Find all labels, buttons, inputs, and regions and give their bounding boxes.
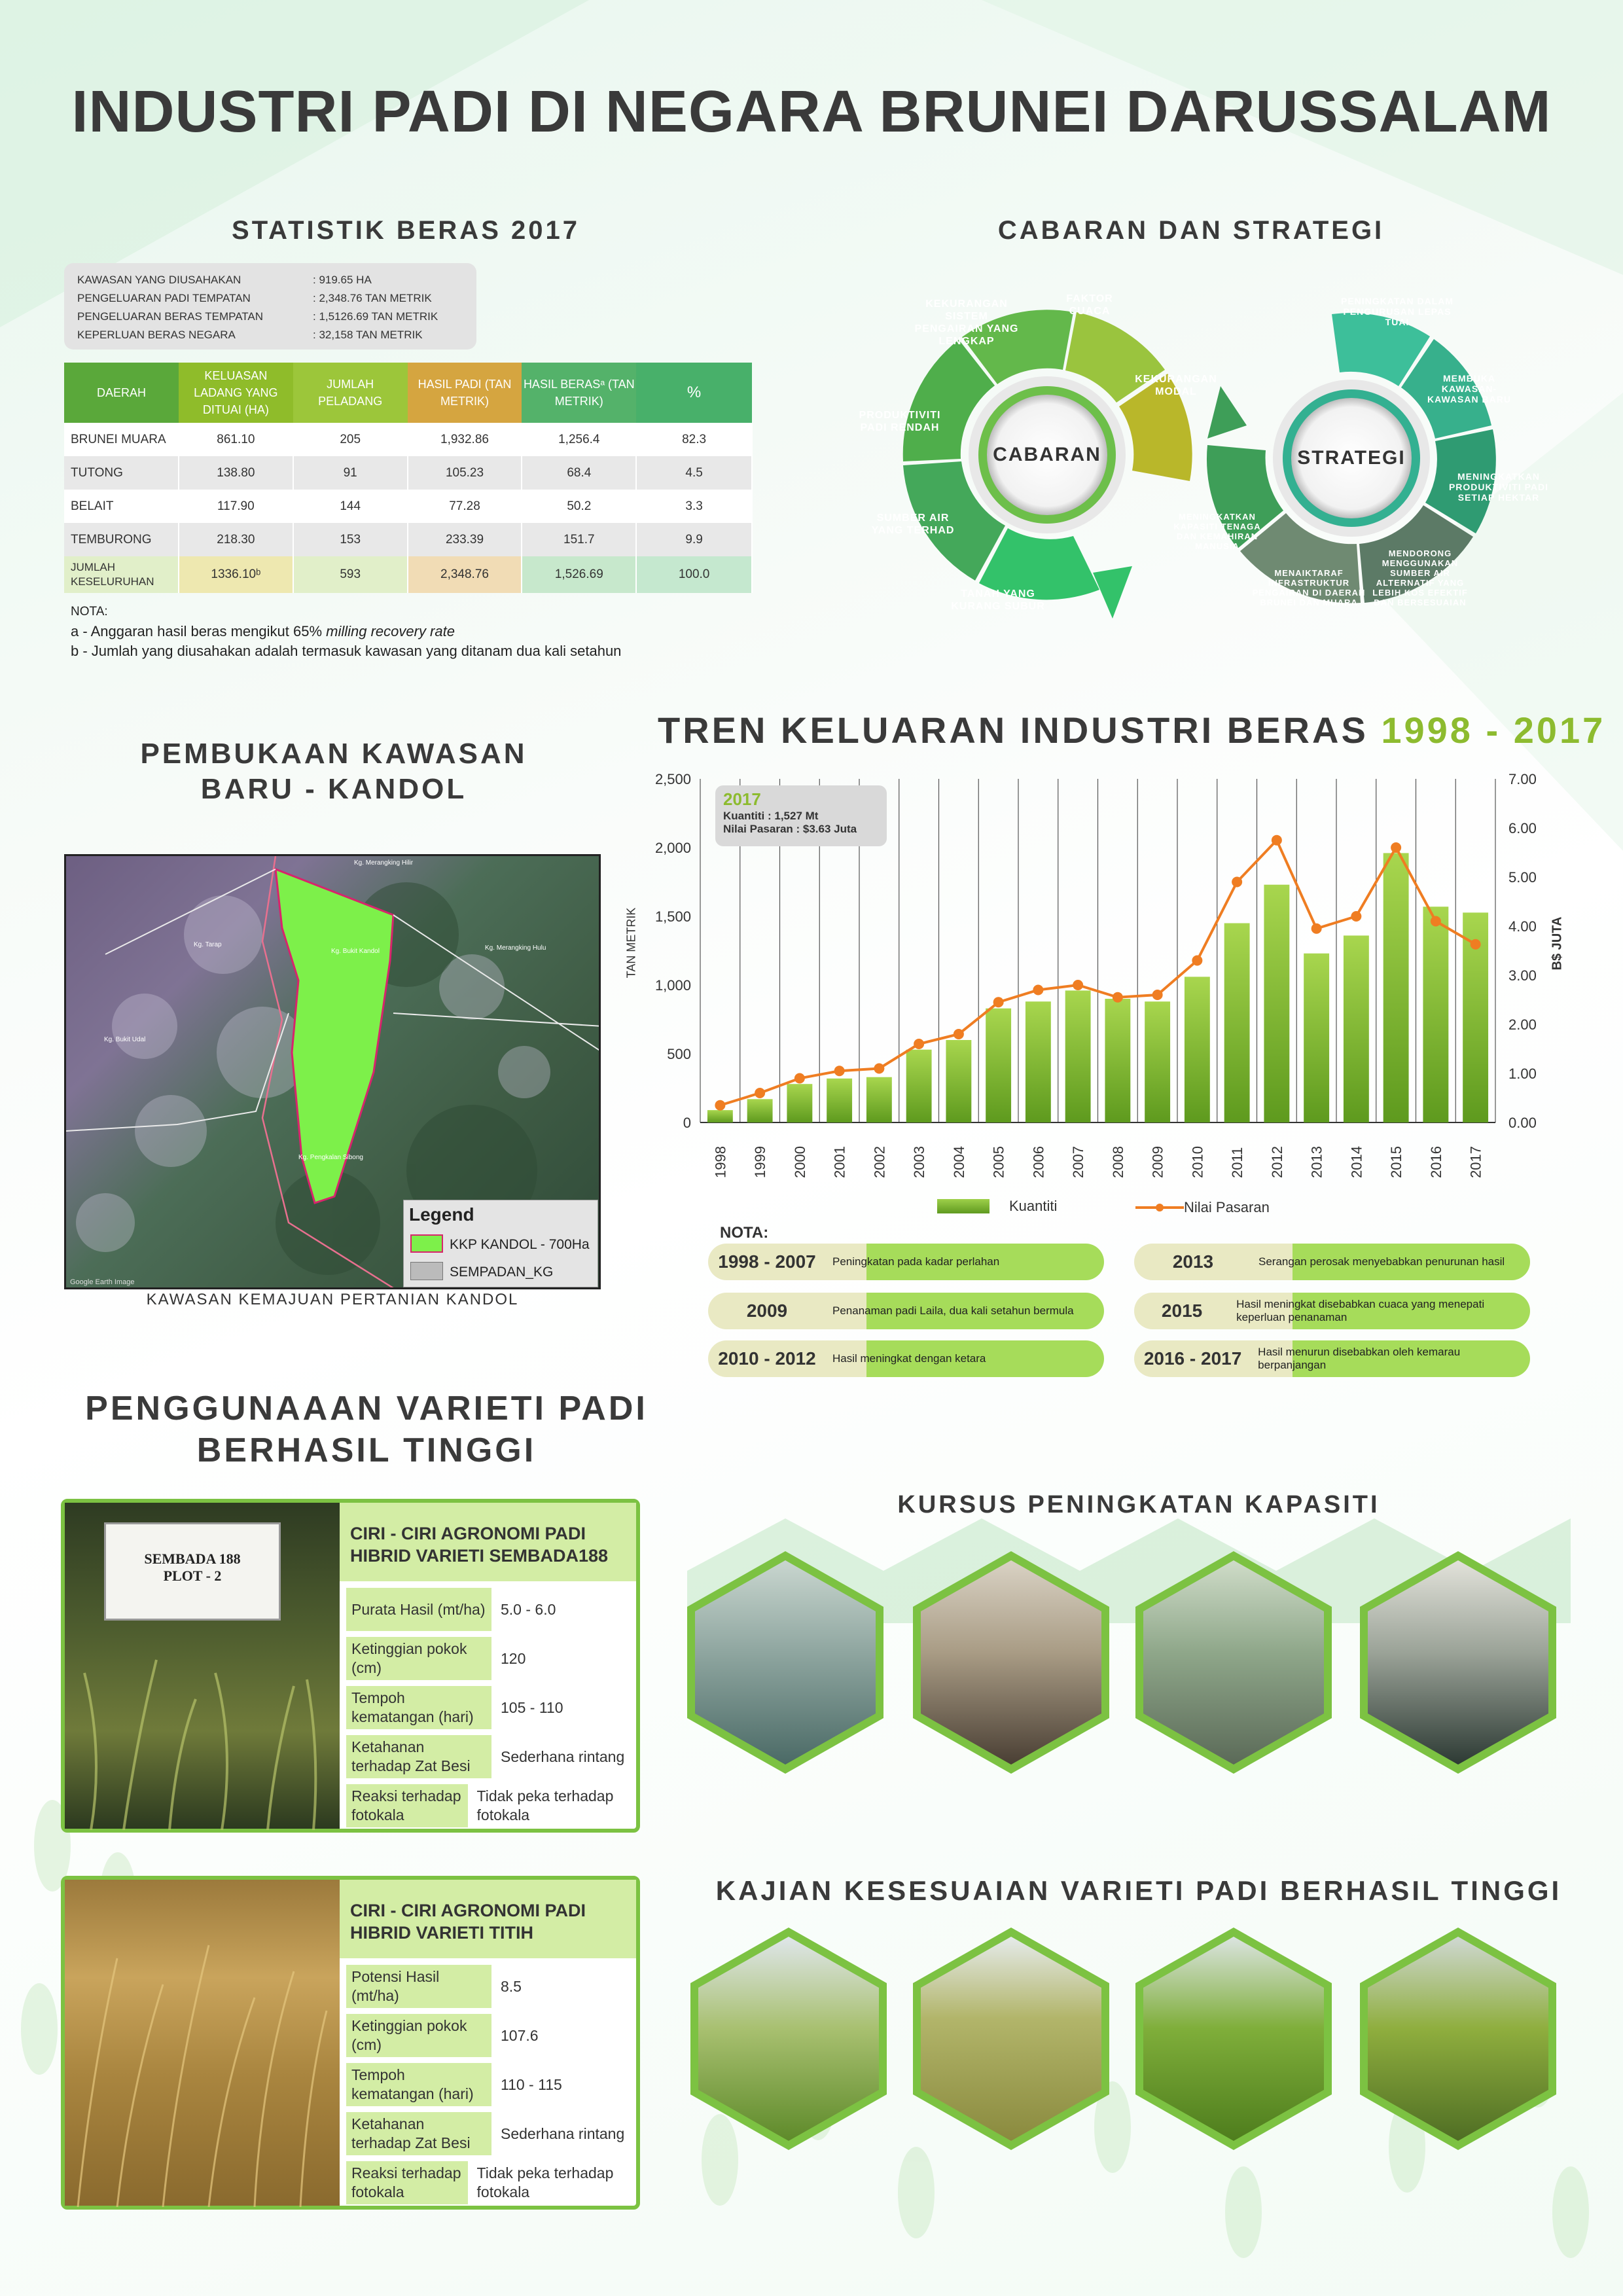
value-point [993,997,1004,1007]
bar [986,1009,1011,1122]
x-tick-label: 2017 [1467,1146,1484,1178]
bar [1264,885,1289,1122]
cell: 144 [293,490,408,523]
cell: BRUNEI MUARA [64,423,179,456]
y-tick-label: 500 [667,1046,691,1062]
trait-row [346,1636,636,1681]
x-tick-label: 1998 [712,1146,729,1178]
bar [707,1110,733,1122]
value-point [834,1066,845,1076]
note-label: NOTA: [71,605,108,619]
cell: 218.30 [179,523,293,556]
cabaran-item: KEKURANGAN SISTEM PENGAIRAN YANG LENGKAP [914,298,1019,347]
x-tick-label: 2006 [1030,1146,1047,1178]
y-tick-label: 1,000 [654,977,691,994]
cell: 205 [293,423,408,456]
cell: 82.3 [636,423,752,456]
note-a: a - Anggaran hasil beras mengikut 65% [71,623,327,639]
chart-ylabel: TAN METRIK [624,907,638,978]
legend-kkp: KKP KANDOL - 700Ha [450,1237,590,1252]
legend-title: Legend [409,1204,474,1225]
trend-heading [658,709,1605,751]
map-legend [403,1200,598,1287]
value-point [1311,924,1322,934]
cell: 1336.10ᵇ [179,556,293,593]
bar [1304,954,1329,1122]
cabaran-heading: CABARAN DAN STRATEGI [997,216,1385,245]
cell: 151.7 [522,523,636,556]
bar [1344,935,1369,1122]
value-point [1351,911,1361,922]
cell: 3.3 [636,490,752,523]
trait-value: 120 [501,1649,526,1667]
summary-value: : 919.65 HA [313,274,372,286]
th-percent: % [636,363,752,423]
th-hasil-padi: HASIL PADI (TAN METRIK) [408,363,522,423]
x-tick-label: 2000 [791,1146,808,1178]
bar [1026,1001,1051,1122]
x-tick-label: 2002 [871,1146,888,1178]
y2-tick-label: 1.00 [1508,1066,1537,1082]
note-text: Penanaman padi Laila, dua kali setahun bermula [832,1304,1074,1317]
trait-label: Tempoh kematangan (hari) [346,1686,491,1729]
y2-tick-label: 4.00 [1508,918,1537,935]
cell: 50.2 [522,490,636,523]
x-tick-label: 2015 [1388,1146,1405,1178]
x-tick-label: 2016 [1427,1146,1444,1178]
x-tick-label: 2013 [1308,1146,1325,1178]
legend-line [1135,1199,1270,1216]
cell: 77.28 [408,490,522,523]
x-tick-label: 2012 [1268,1146,1285,1178]
strategi-center: STRATEGI [1297,447,1406,469]
map-label: Kg. Merangking Hilir [354,859,414,867]
cell: 91 [293,456,408,490]
cell: 4.5 [636,456,752,490]
trait-label: Ketahanan terhadap Zat Besi [346,2112,491,2155]
th-hasil-beras: HASIL BERASᵃ (TAN METRIK) [522,363,636,423]
bar [1423,906,1448,1122]
value-point [1152,990,1163,1000]
varieti-card-sembada [61,1499,640,1833]
trait-value: 5.0 - 6.0 [501,1600,556,1618]
sembada-title: CIRI - CIRI AGRONOMI PADI HIBRID VARIETI SEMBADA188 [340,1503,636,1581]
y-tick-label: 2,000 [654,840,691,856]
trait-label: Ketinggian pokok (cm) [346,1637,491,1680]
trait-row [346,1964,636,2009]
varieti-heading [39,1388,694,1471]
map-label: Kg. Tarap [194,941,222,948]
stats-note [71,602,621,661]
strategi-item: MENINGKATKAN KAPASITI TENAGA DAN KEMAHIRAN MANUSIA [1173,512,1261,551]
sembada-photo [65,1503,340,1829]
trait-value: 110 - 115 [501,2075,562,2093]
y2-tick-label: 5.00 [1508,869,1537,886]
trait-value: 105 - 110 [501,1698,563,1716]
kandol-heading-line: PEMBUKAAN KAWASAN [140,738,527,770]
ripe-rice [65,1880,340,2207]
value-point [755,1088,765,1098]
value-point [1113,992,1123,1003]
trend-nota: NOTA: [720,1224,769,1242]
cell: 1,256.4 [522,423,636,456]
y-tick-label: 1,500 [654,908,691,925]
note-year: 2009 [746,1300,788,1321]
y-tick-label: 2,500 [654,771,691,787]
cell: TEMBURONG [64,523,179,556]
kursus-heading: KURSUS PENINGKATAN KAPASITI [897,1491,1380,1518]
chart-tooltip [715,785,887,846]
trait-value: Tidak peka terhadap fotokala [476,1787,614,1823]
strategi-item: PENINGKATAN DALAM PENGURUSAN LEPAS TUAI [1340,296,1454,327]
kandol-heading [72,736,596,807]
summary-value: : 2,348.76 TAN METRIK [313,292,432,304]
trait-row [346,1783,636,1829]
value-point [954,1029,964,1039]
map-label: Kg. Bukit Kandol [331,948,380,955]
note-year: 2015 [1161,1300,1203,1321]
bar [1224,924,1250,1123]
bar [906,1050,932,1122]
summary-label: PENGELUARAN BERAS TEMPATAN [77,310,264,323]
tooltip-year: 2017 [723,789,761,809]
stats-heading: STATISTIK BERAS 2017 [232,216,580,245]
note-text: Serangan perosak menyebabkan penurunan hasil [1258,1255,1505,1268]
bar [866,1077,892,1122]
bar [747,1099,773,1122]
bar [1105,999,1130,1122]
trend-note [708,1244,1104,1280]
bar [1065,990,1091,1122]
trend-heading-years: 1998 - 2017 [1381,709,1606,751]
cabaran-item: FAKTOR CUACA [1066,293,1113,317]
cabaran-item: SUMBER AIR YANG TERHAD [871,512,955,536]
trait-value: 8.5 [501,1977,522,1995]
value-point [794,1073,805,1084]
value-point [1431,916,1441,927]
cell: BELAIT [64,490,179,523]
value-point [914,1039,924,1049]
x-tick-label: 2007 [1070,1146,1087,1178]
total-label: JUMLAH KESELURUHAN [64,556,179,593]
sign-line: SEMBADA 188 [144,1551,241,1567]
trend-note [1134,1293,1530,1329]
value-point [1192,956,1202,966]
x-tick-label: 2003 [911,1146,928,1178]
cell: 9.9 [636,523,752,556]
varieti-heading-line: PENGGUNAAAN VARIETI PADI [85,1390,648,1427]
trait-row [346,2160,636,2206]
kandol-caption: KAWASAN KEMAJUAN PERTANIAN KANDOL [146,1291,519,1308]
chart-y2label: B$ JUTA [1550,916,1565,971]
value-point [874,1064,884,1074]
varieti-heading-line: BERHASIL TINGGI [196,1431,537,1469]
th-keluasan: KELUASAN LADANG YANG DITUAI (HA) [179,363,293,423]
map-label: Kg. Bukit Udal [104,1036,146,1043]
value-point [715,1100,725,1111]
x-tick-label: 2004 [950,1146,967,1178]
bar [1185,977,1210,1122]
legend-kg: SEMPADAN_KG [450,1265,554,1280]
cell: 233.39 [408,523,522,556]
map-label: Kg. Merangking Hulu [485,944,546,952]
legend-bar-label: Kuantiti [1009,1198,1058,1214]
value-point [1471,939,1481,950]
bar [827,1079,852,1122]
legend-swatch-kkp [410,1234,443,1253]
value-point [1391,842,1401,853]
summary-label: PENGELUARAN PADI TEMPATAN [77,292,251,304]
cabaran-item: PRODUKTIVITI PADI RENDAH [859,410,941,433]
strategi-item: MENINGKATKAN PRODUKTIVITI PADI SETIAP HEKTAR [1448,471,1549,503]
summary-label: KEPERLUAN BERAS NEGARA [77,329,236,341]
value-point [1232,877,1242,888]
tooltip-line: Nilai Pasaran : $3.63 Juta [723,823,857,835]
legend-line-label: Nilai Pasaran [1184,1199,1270,1215]
trait-value: Tidak peka terhadap fotokala [476,2164,614,2200]
trait-value: Sederhana rintang [501,1748,625,1765]
trend-note [708,1293,1104,1329]
trend-heading-main: TREN KELUARAN INDUSTRI BERAS [658,709,1382,751]
kajian-heading: KAJIAN KESESUAIAN VARIETI PADI BERHASIL TINGGI [715,1875,1562,1906]
trend-note [1134,1340,1530,1377]
note-text: Hasil meningkat disebabkan cuaca yang menepati keperluan penanaman [1236,1298,1485,1323]
stats-table [64,363,753,593]
legend-swatch-kg [410,1262,443,1280]
trait-value: Sederhana rintang [501,2125,625,2142]
cell: 1,526.69 [522,556,636,593]
y2-tick-label: 2.00 [1508,1016,1537,1033]
x-tick-label: 2001 [831,1146,848,1178]
kandol-map [64,854,601,1289]
x-tick-label: 2005 [990,1146,1007,1178]
cell: TUTONG [64,456,179,490]
cabaran-item: TANAH YANG KURANG SUBUR [951,588,1045,612]
kandol-heading-line: BARU - KANDOL [200,773,467,805]
note-text: Hasil menurun disebabkan oleh kemarau berpanjangan [1258,1346,1461,1371]
legend-line-swatch [1135,1201,1184,1214]
trait-value: 107.6 [501,2026,539,2044]
bar [1145,1001,1170,1122]
stats-summary [64,263,476,350]
cell: 138.80 [179,456,293,490]
legend-bar-swatch [937,1199,990,1213]
note-year: 2013 [1172,1251,1214,1272]
x-tick-label: 2011 [1229,1147,1246,1178]
note-year: 1998 - 2007 [718,1251,816,1272]
titih-title: CIRI - CIRI AGRONOMI PADI HIBRID VARIETI TITIH [340,1880,636,1958]
y2-tick-label: 3.00 [1508,967,1537,984]
note-year: 2016 - 2017 [1143,1348,1242,1369]
note-text: Hasil meningkat dengan ketara [832,1352,986,1365]
trait-row [346,1587,636,1632]
bar [946,1040,971,1122]
value-point [1073,980,1083,990]
varieti-card-titih [61,1876,640,2210]
value-point [1272,835,1282,846]
cell: 117.90 [179,490,293,523]
cabaran-item: KEKURANGAN MODAL [1135,374,1217,397]
note-a-italic: milling recovery rate [326,623,455,639]
trait-row [346,2111,636,2157]
trait-label: Ketinggian pokok (cm) [346,2014,491,2057]
cell: 68.4 [522,456,636,490]
summary-value: : 32,158 TAN METRIK [313,329,423,341]
trait-label: Tempoh kematangan (hari) [346,2063,491,2106]
trait-label: Potensi Hasil (mt/ha) [346,1965,491,2008]
summary-label: KAWASAN YANG DIUSAHAKAN [77,274,241,286]
x-tick-label: 2014 [1348,1146,1365,1178]
strategi-item: MEMBUKA KAWASAN-KAWASAN BARU [1427,373,1511,404]
trait-row [346,2013,636,2058]
y2-tick-label: 6.00 [1508,820,1537,836]
map-credit: Google Earth Image [70,1278,135,1286]
value-point [1033,985,1043,996]
th-peladang: JUMLAH PELADANG [293,363,408,423]
cabaran-center: CABARAN [993,444,1101,465]
titih-photo [65,1880,340,2206]
y2-tick-label: 7.00 [1508,771,1537,787]
strategi-item: MENDORONG MENGGUNAKAN SUMBER AIR ALTERNATIF YANG LEBIH KOS EFEKTIF DAN BERSESUAIAN [1372,548,1468,607]
cell: 1,932.86 [408,423,522,456]
x-tick-label: 1999 [752,1146,769,1178]
cell: 2,348.76 [408,556,522,593]
y-tick-label: 0 [683,1115,691,1131]
cell: 153 [293,523,408,556]
x-tick-label: 2009 [1149,1146,1166,1178]
note-text: Peningkatan pada kadar perlahan [832,1255,1000,1268]
th-daerah: DAERAH [64,363,179,423]
page-title: INDUSTRI PADI DI NEGARA BRUNEI DARUSSALAM [71,79,1552,145]
trait-label: Purata Hasil (mt/ha) [346,1588,491,1631]
cell: 105.23 [408,456,522,490]
rice-plants [65,1503,340,1830]
tooltip-line: Kuantiti : 1,527 Mt [723,810,819,822]
trait-row [346,1734,636,1780]
legend-bar [937,1198,1057,1215]
bar [787,1084,812,1122]
strategi-item: MENAIKTARAF INFRASTRUKTUR PENGAIRAN DI DAERAH BRUNEI DAN MUARA [1252,568,1366,607]
x-tick-label: 2010 [1189,1146,1206,1178]
trait-row [346,2062,636,2108]
trait-row [346,1685,636,1731]
trend-note [708,1340,1104,1377]
trait-label: Ketahanan terhadap Zat Besi [346,1735,491,1778]
y2-tick-label: 0.00 [1508,1115,1537,1131]
x-tick-label: 2008 [1109,1146,1126,1178]
trait-label: Reaksi terhadap fotokala [346,1784,468,1827]
map-label: Kg. Pengkalan Sibong [298,1154,363,1161]
summary-value: : 1,5126.69 TAN METRIK [313,310,438,323]
cell: 100.0 [636,556,752,593]
trend-note [1134,1244,1530,1280]
trait-label: Reaksi terhadap fotokala [346,2161,468,2204]
note-b: b - Jumlah yang diusahakan adalah termasuk kawasan yang ditanam dua kali setahun [71,643,622,659]
cell: 861.10 [179,423,293,456]
note-year: 2010 - 2012 [718,1348,816,1369]
bar [1383,853,1409,1122]
cell: 593 [293,556,408,593]
sign-line: PLOT - 2 [163,1568,222,1584]
